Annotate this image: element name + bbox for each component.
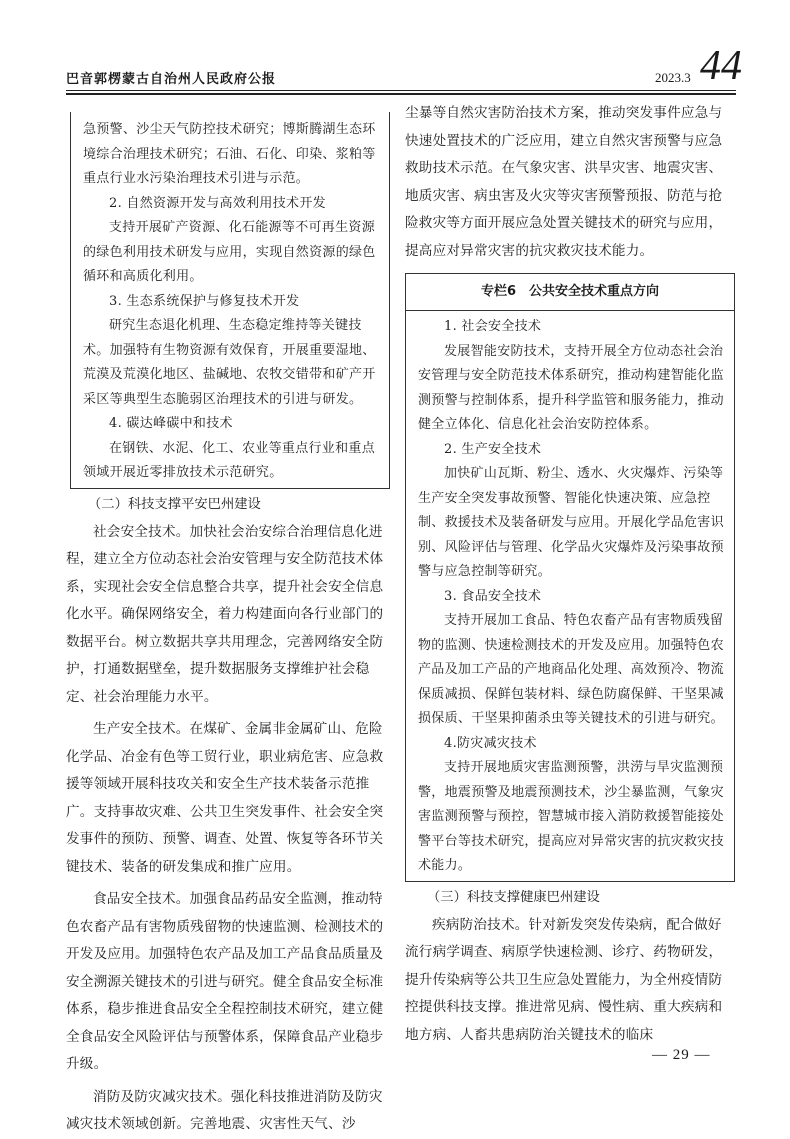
right-sidebar-box <box>405 273 735 882</box>
section-heading: （三）科技支撑健康巴州建设 <box>427 889 600 905</box>
body-paragraph: 尘暴等自然灾害防治技术方案，推动突发事件应急与快速处置技术的广泛应用，建立自然灾害预警与应急救助技术示范。在气象灾害、洪旱灾害、地震灾害、地质灾害、病虫害及火灾等灾害预警预报、防范与抢险救灾等方面开展应急处置关键技术的研究与应用，提高应对异常灾害的抗灾救灾技术能力。 <box>405 105 723 259</box>
left-sidebar-box <box>70 112 390 489</box>
box-text: 支持开展地质灾害监测预警，洪涝与旱灾监测预警，地震预警及地震预测技术，沙尘暴监测，气象灾害监测预警与预控，智慧城市接入消防救援智能接处警平台等技术研究，提高应对异常灾害的抗灾救灾技术能力。 <box>418 760 724 873</box>
body-paragraph: 社会安全技术。加快社会治安综合治理信息化进程，建立全方位动态社会治安管理与安全防范技术体系，实现社会安全信息整合共享，提升社会安全信息化水平。确保网络安全，着力构建面向各行业部门的数据平台。树立数据共享共用理念，完善网络安全防护，打通数据壁垒，提升数据服务支撑维护社会稳定、社会治理能力水平。 <box>66 523 384 705</box>
box-subheading: 2. 自然资源开发与高效利用技术开发 <box>109 195 326 211</box>
section-heading: （二）科技支撑平安巴州建设 <box>88 496 261 512</box>
box-subheading: 4. 碳达峰碳中和技术 <box>109 416 233 431</box>
box-subheading: 3. 生态系统保护与修复技术开发 <box>109 293 300 309</box>
header-issue: 2023.3 <box>655 70 691 85</box>
body-paragraph: 消防及防灾减灾技术。强化科技推进消防及防灾减灾技术领域创新。完善地震、灾害性天气、沙 <box>66 1088 383 1132</box>
box-text: 支持开展加工食品、特色农畜产品有害物质残留物的监测、快速检测技术的开发及应用。加强特色农产品及加工产品的产地商品化处理、高效预冷、物流保质减损、保鲜包装材料、绿色防腐保鲜、干坚果减损保质、干坚果抑菌杀虫等关键技术的引进与研究。 <box>418 613 724 726</box>
box-text: 加快矿山瓦斯、粉尘、透水、火灾爆炸、污染等生产安全突发事故预警、智能化快速决策、应急控制、救援技术及装备研发与应用。开展化学品危害识别、风险评估与管理、化学品火灾爆炸及污染事故预警与应急控制等研究。 <box>418 466 724 579</box>
box-text: 研究生态退化机理、生态稳定维持等关键技术。加强特有生物资源有效保育，开展重要湿地、荒漠及荒漠化地区、盐碱地、农牧交错带和矿产开采区等典型生态脆弱区治理技术的引进与研发。 <box>83 318 376 407</box>
box-text: 支持开展矿产资源、化石能源等不可再生资源的绿色利用技术研发与应用，实现自然资源的绿色循环和高质化利用。 <box>83 220 376 284</box>
right-column <box>405 100 735 1049</box>
box-subheading: 1. 社会安全技术 <box>444 319 542 334</box>
box-text: 在钢铁、水泥、化工、农业等重点行业和重点领域开展近零排放技术示范研究。 <box>83 440 376 480</box>
box-subheading: 3. 食品安全技术 <box>444 588 542 604</box>
box-text: 发展智能安防技术，支持开展全方位动态社会治安管理与安全防范技术体系研究，推动构建智能化监测预警与控制体系，提升科学监管和服务能力，推动健全立体化、信息化社会治安防控体系。 <box>418 343 724 432</box>
box-text: 急预警、沙尘天气防控技术研究；博斯腾湖生态环境综合治理技术研究；石油、石化、印染、浆粕等重点行业水污染治理技术引进与示范。 <box>83 122 376 186</box>
body-paragraph: 疾病防治技术。针对新发突发传染病，配合做好流行病学调查、病原学快速检测、诊疗、药物研发，提升传染病等公共卫生应急处置能力，为全州疫情防控提供科技支撑。推进常见病、慢性病、重大疾病和地方病、人畜共患病防治关键技术的临床 <box>405 916 723 1043</box>
header-title: 巴音郭楞蒙古自治州人民政府公报 <box>66 72 277 87</box>
body-paragraph: 食品安全技术。加强食品药品安全监测，推动特色农畜产品有害物质残留物的快速监测、检测技术的开发及应用。加强特色农产品及加工产品食品质量及安全溯源关键技术的引进与研究。健全食品安全标准体系，稳步推进食品安全全程控制技术研究，建立健全食品安全风险评估与预警体系，保障食品产业稳步升级。 <box>66 891 384 1072</box>
header-rule <box>66 90 736 91</box>
box-title: 专栏6 公共安全技术重点方向 <box>406 274 734 311</box>
box-subheading: 2. 生产安全技术 <box>444 441 542 457</box>
box-subheading: 4.防灾减灾技术 <box>444 735 537 751</box>
left-column <box>66 100 390 1139</box>
header-issue-number: 44 <box>700 43 742 89</box>
page-number: — 29 — <box>652 1047 711 1063</box>
body-paragraph: 生产安全技术。在煤矿、金属非金属矿山、危险化学品、冶金有色等工贸行业，职业病危害、应急救援等领域开展科技攻关和安全生产技术装备示范推广。支持事故灾难、公共卫生突发事件、社会安全突发事件的预防、预警、调查、处置、恢复等各环节关键技术、装备的研发集成和推广应用。 <box>66 721 384 875</box>
header-rule-thick <box>66 93 736 95</box>
